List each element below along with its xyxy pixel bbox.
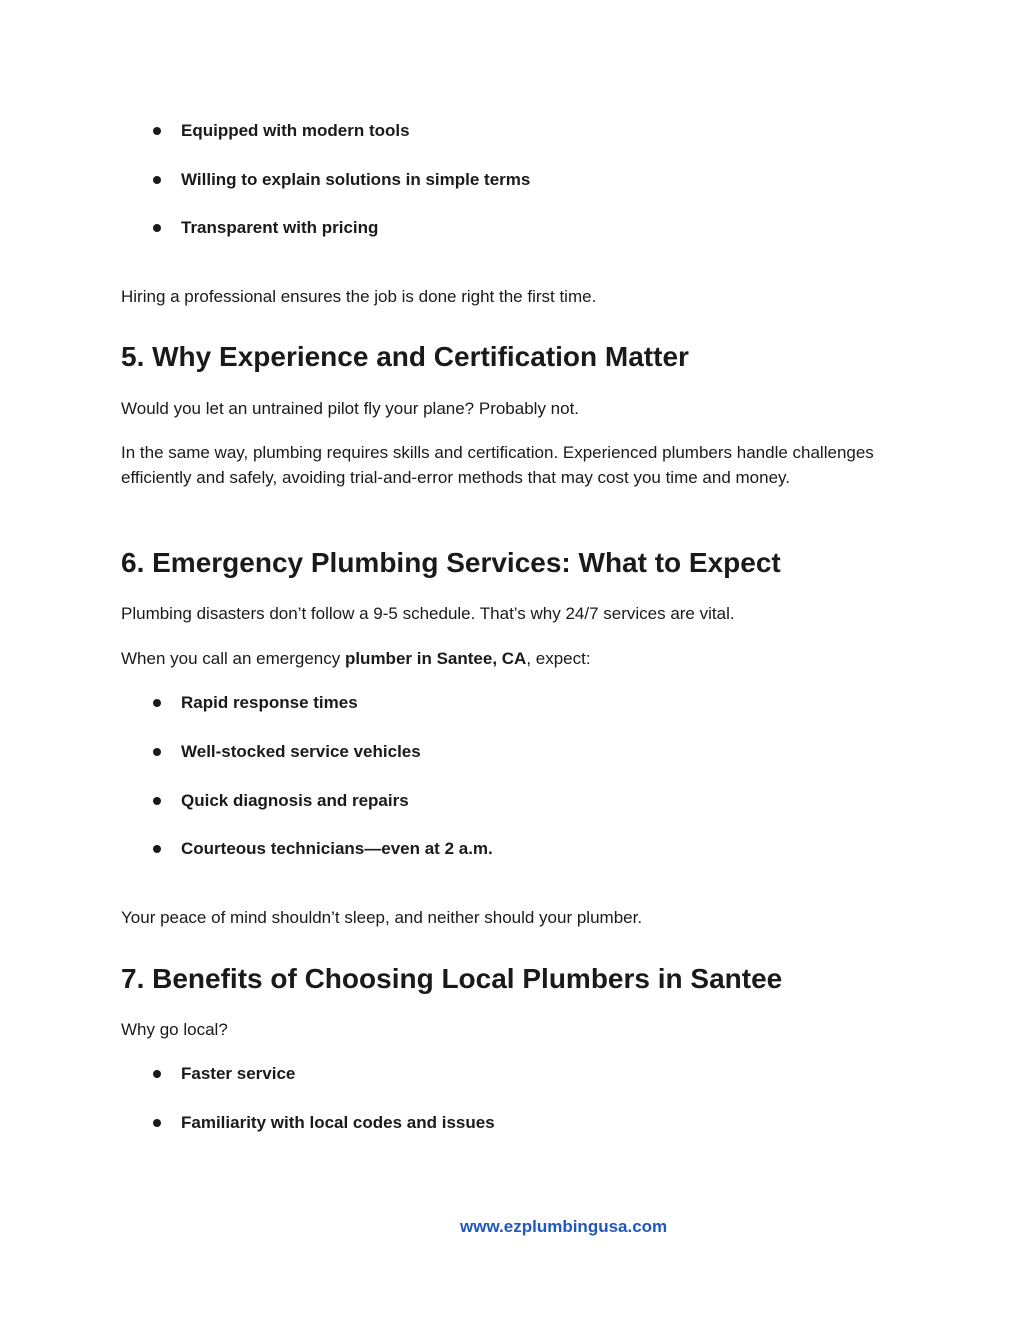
list-item [153,789,409,813]
list-item-text: Courteous technicians—even at 2 a.m. [181,839,493,858]
section-6-heading: 6. Emergency Plumbing Services: What to Expect [121,547,781,578]
section-7-paragraph-1: Why go local? [121,1020,228,1039]
section-5-paragraph-1: Would you let an untrained pilot fly your plane? Probably not. [121,399,580,418]
paragraph-hiring: Hiring a professional ensures the job is done right the first time. [121,287,597,306]
list-item [153,216,379,240]
list-item-text: Equipped with modern tools [181,121,410,140]
list-item [153,837,493,861]
list-item [153,119,410,143]
list-item [153,1062,296,1086]
list-item-text: Familiarity with local codes and issues [181,1113,495,1132]
section-7-heading: 7. Benefits of Choosing Local Plumbers in Santee [121,963,783,994]
bullet-icon [153,748,161,756]
bullet-icon [153,797,161,805]
bullet-icon [153,1119,161,1127]
bullet-icon [153,1070,161,1078]
list-item-text: Willing to explain solutions in simple terms [181,170,531,189]
section-6-paragraph-1: Plumbing disasters don’t follow a 9-5 schedule. That’s why 24/7 services are vital. [121,604,735,623]
list-item [153,168,531,192]
list-item-text: Well-stocked service vehicles [181,742,421,761]
paragraph-bold-text: plumber in Santee, CA [344,649,527,668]
section-6-paragraph-2 [121,647,901,672]
bullet-icon [153,845,161,853]
footer-website-link[interactable]: www.ezplumbingusa.com [460,1217,668,1236]
list-item-text: Transparent with pricing [181,218,379,237]
list-item [153,1111,495,1135]
bullet-icon [153,176,161,184]
list-item-text: Faster service [181,1064,296,1083]
paragraph-text: When you call an emergency [121,649,345,668]
section-6-closing: Your peace of mind shouldn’t sleep, and neither should your plumber. [121,908,643,927]
section-5-paragraph-2: In the same way, plumbing requires skills and certification. Experienced plumbers handle challenges efficiently and safely, avoiding trial-and-error methods that may cost you time and money. [121,443,874,487]
list-item-text: Rapid response times [181,693,358,712]
bullet-icon [153,127,161,135]
list-item [153,740,421,764]
bullet-icon [153,699,161,707]
list-item [153,691,358,715]
bullet-icon [153,224,161,232]
list-item-text: Quick diagnosis and repairs [181,791,409,810]
section-5-heading: 5. Why Experience and Certification Matter [121,341,689,372]
paragraph-text: , expect: [526,649,591,668]
